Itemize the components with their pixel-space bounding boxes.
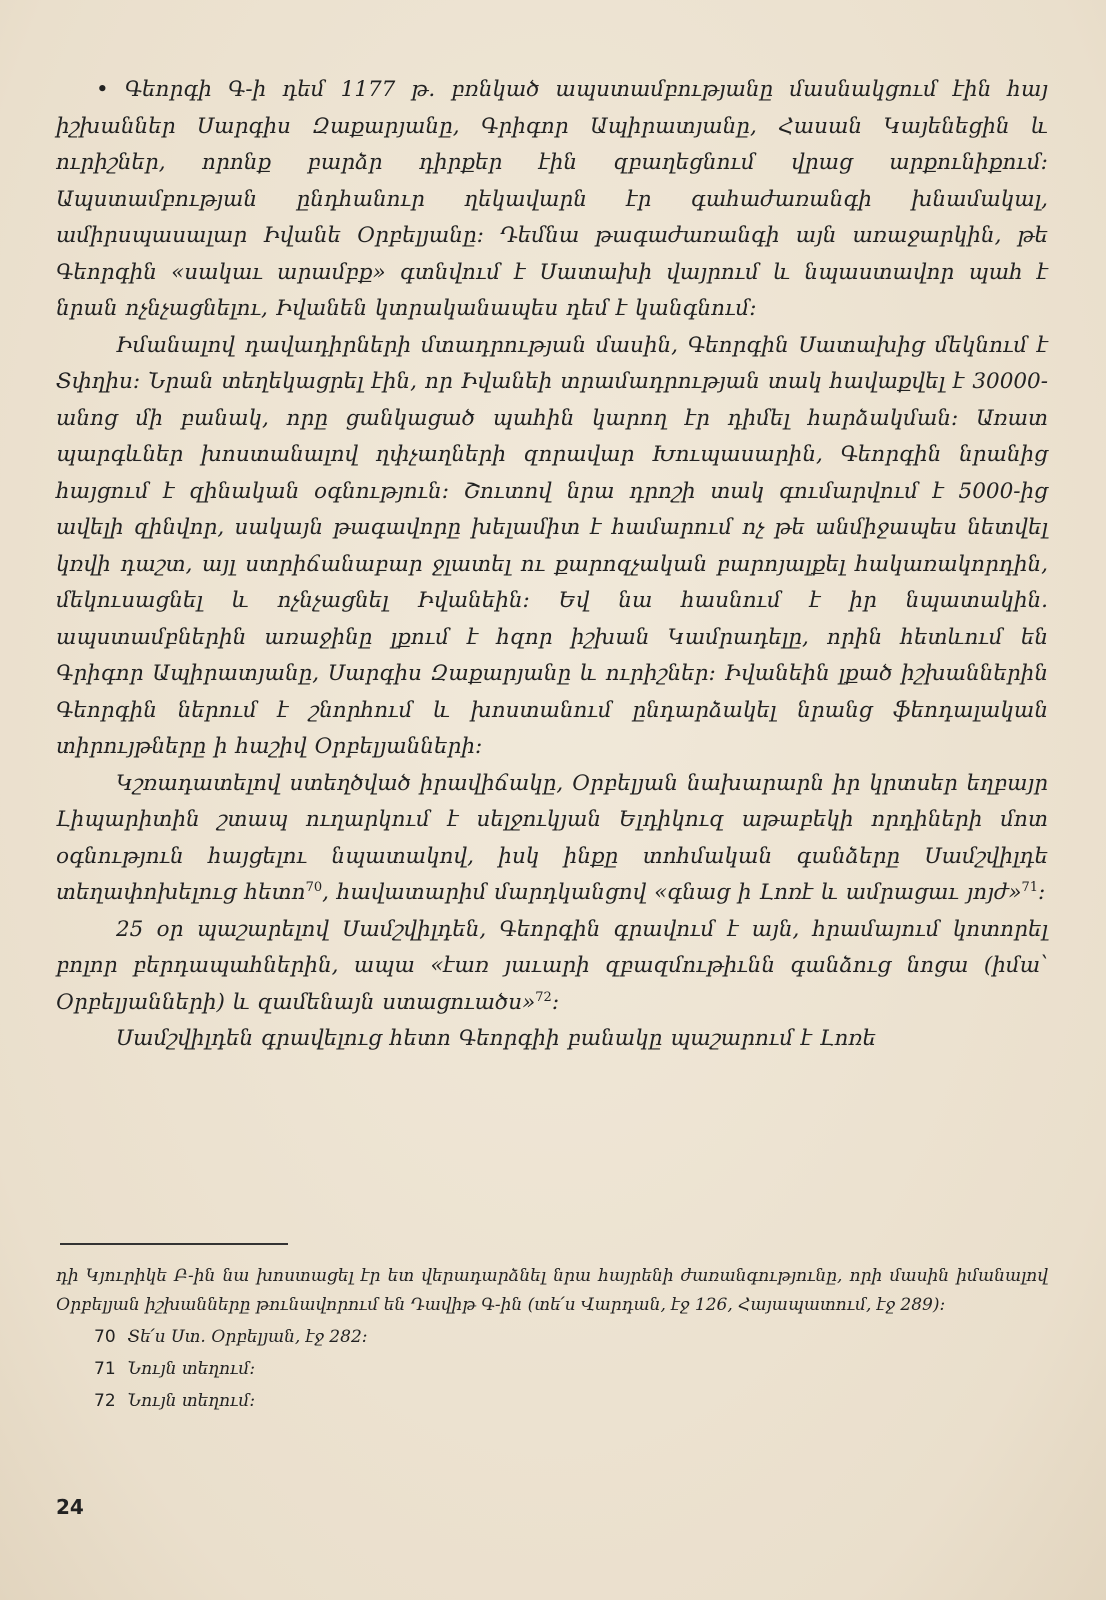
footnote-continuation: դի Կյուրիկե Բ-ին նա խոստացել էր ետ վերադարձնել նրա հայրենի ժառանգությունը, որի մասին իմանալով Օրբելյան իշխանները թունավորում են Դավիթ Գ-ին (տե՛ս Վարդան, էջ 126, Հայապատում, էջ 289)։ bbox=[56, 1266, 1048, 1315]
paragraph-1: • Գեորգի Գ-ի դեմ 1177 թ. բռնկած ապստամբությանը մասնակցում էին հայ իշխաններ Սարգիս Զաքարյանը, Գրիգոր Ապիրատյանը, Հասան Կայենեցին և ուրիշներ, որոնք բարձր դիրքեր էին զբաղեցնում վրաց արքունիքում։ Ապստամբության ընդհանուր ղեկավարն էր գահաժառանգի խնամակալ, ամիրսպասալար Իվանե Օրբելյանը։ Դեմնա թագաժառանգի այն առաջարկին, թե Գեորգին «սակաւ արամբք» գտնվում է Սատախի վայրում և նպաստավոր պահ է նրան ոչնչացնելու, Իվանեն կտրականապես դեմ է կանգնում։ bbox=[56, 77, 1048, 321]
paragraph-5: Սամշվիլդեն գրավելուց հետո Գեորգիի բանակը պաշարում է Լոռե bbox=[116, 1026, 877, 1051]
footnote-separator bbox=[60, 1243, 288, 1245]
page-number: 24 bbox=[56, 1495, 84, 1519]
footnotes bbox=[56, 1262, 1048, 1416]
footnote-71: 71 Նույն տեղում։ bbox=[94, 1359, 256, 1379]
paragraph-4: 25 օր պաշարելով Սամշվիլդեն, Գեորգին գրավում է այն, հրամայում կոտորել բոլոր բերդապահներին, ապա «էառ յաւարի զբազմութիւնն գանձուց նոցա (իմա՝ Օրբելյանների) և զամենայն ստացուածս»$^{72}$։ bbox=[56, 916, 1048, 1015]
paragraph-2: Իմանալով դավադիրների մտադրության մասին, Գեորգին Սատախից մեկնում է Տփղիս։ Նրան տեղեկացրել էին, որ Իվանեի տրամադրության տակ հավաքվել է 30000-անոց մի բանակ, որը ցանկացած պահին կարող էր դիմել հարձակման։ Առատ պարգևներ խոստանալով ղփչաղների զորավար Խուպասարին, Գեորգին նրանից հայցում է զինական օգնություն։ Շուտով նրա դրոշի տակ գումարվում է 5000-ից ավելի զինվոր, սակայն թագավորը խելամիտ է համարում ոչ թե անմիջապես նետվել կռվի դաշտ, այլ ստրիճանաբար ջլատել ու քարոզչական բարոյալքել հակառակորդին, մեկուսացնել և ոչնչացնել Իվանեին։ Եվ նա հասնում է իր նպատակին. ապստամբներին առաջինը լքում է հզոր իշխան Կամրադելը, որին հետևում են Գրիգոր Ապիրատյանը, Սարգիս Զաքարյանը և ուրիշներ։ Իվանեին լքած իշխաններին Գեորգին ներում է շնորհում և խոստանում ընդարձակել նրանց ֆեոդալական տիրույթները ի հաշիվ Օրբելյանների։ bbox=[56, 332, 1048, 759]
footnote-72: 72 Նույն տեղում։ bbox=[94, 1391, 256, 1411]
footnote-ref-70[interactable]: 70 bbox=[305, 879, 323, 895]
footnote-70: 70 Տե՛ս Ստ. Օրբելյան, էջ 282։ bbox=[94, 1327, 368, 1347]
footnote-ref-71[interactable]: 71 bbox=[1021, 879, 1039, 895]
main-text bbox=[56, 72, 1048, 1058]
paragraph-3: Կշռադատելով ստեղծված իրավիճակը, Օրբելյան նախարարն իր կրտսեր եղբայր Լիպարիտին շտապ ուղարկում է սելջուկյան Ելդիկուզ աթաբեկի որդիների մոտ օգնություն հայցելու նպատակով, իսկ ինքը տոհմական գանձերը Սամշվիլդե տեղափոխելուց հետո$^{70}$, հավատարիմ մարդկանցով «գնաց ի Լոռէ և ամրացաւ յոյժ»$^{71}$։ bbox=[56, 770, 1048, 905]
footnote-ref-72[interactable]: 72 bbox=[535, 989, 552, 1005]
